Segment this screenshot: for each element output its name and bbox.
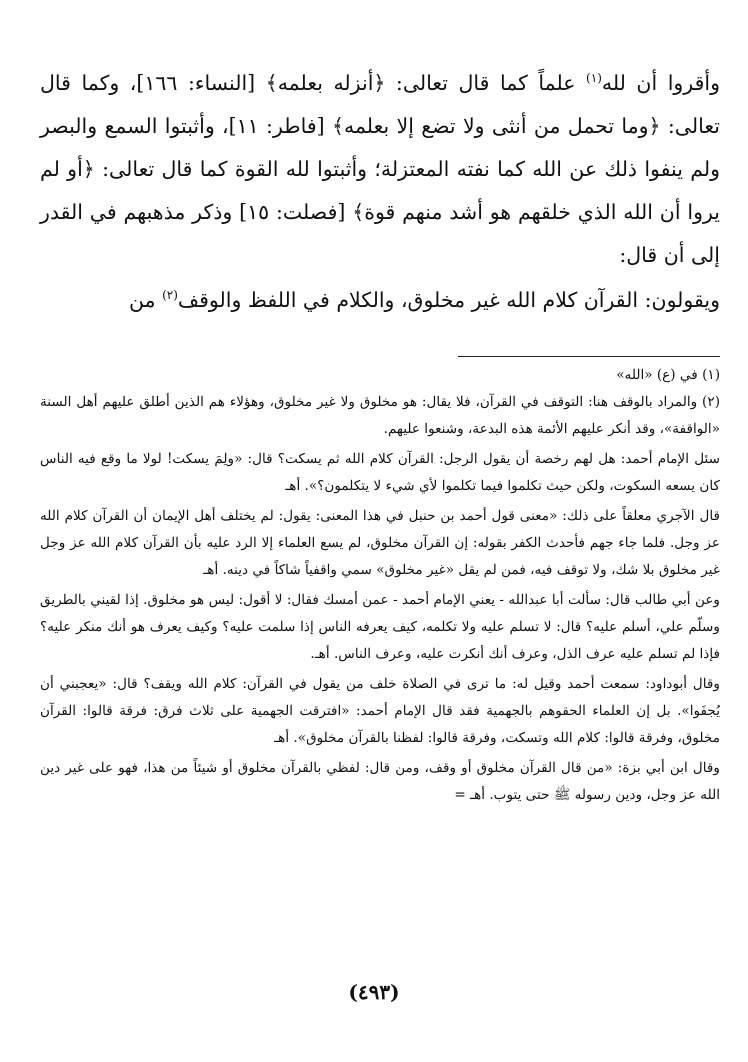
footnote-1: (١) في (ع) «الله»: [616, 367, 720, 383]
main-paragraph-2-rest: من: [128, 288, 163, 312]
footnote-2-para-ibn-abi-bazza: وقال ابن أبي بزة: «من قال القرآن مخلوق أو وقف، ومن قال: لفظي بالقرآن مخلوق أو شيئاً من هذا، فهو على غير دين الله عز وجل، ودين رسوله ﷺ حتى يتوب. أهـ =: [40, 760, 720, 803]
main-text-block: [40, 62, 720, 322]
main-paragraph-1: [40, 62, 720, 277]
footnote-2-para-abu-dawud: وقال أبوداود: سمعت أحمد وقيل له: ما ترى في الصلاة خلف من يقول في القرآن: كلام الله ويقف؟ قال: «يعجبني أن يُجفَوا». بل إن العلماء الحقوهم بالجهمية فقد قال الإمام أحمد: «افترقت الجهمية على ثلاث فرق: فرقة قالوا: القرآن مخلوق، وفرقة قالوا: كلام الله وتسكت، وفرقة قالوا: لفظنا بالقرآن مخلوق». أهـ: [40, 676, 720, 746]
main-paragraph-1-start: وأقروا أن لله: [601, 71, 721, 95]
footnote-2-para-abu-talib: وعن أبي طالب قال: سألت أبا عبدالله - يعني الإمام أحمد - عمن أمسك فقال: لا أقول: ليس هو مخلوق. إذا لقيني بالطريق وسلّم علي، أسلم عليه؟ قال: لا تسلم عليه ولا تكلمه، كيف يعرفه الناس إذا سلمت عليه؟ وكيف يعرف هو أنك منكر عليه؟ فإذا لم تسلم عليه عرف الذل، وعرف أنك أنكرت عليه، وعرف الناس. أهـ.: [40, 592, 720, 662]
footnote-divider: [458, 356, 720, 357]
footnote-2: (٢) والمراد بالوقف هنا: التوقف في القرآن، فلا يقال: هو مخلوق ولا غير مخلوق، وهؤلاء هم الذين أطلق عليهم أهل السنة «الواقفة»، وقد أنكر عليهم الأئمة هذه البدعة، وشنعوا عليهم.: [40, 394, 720, 437]
footnotes-block: [40, 362, 720, 809]
main-paragraph-2: [40, 279, 720, 322]
footnote-ref-1: (١): [586, 71, 602, 86]
main-paragraph-1-rest: علماً كما قال تعالى: ﴿أنزله بعلمه﴾ [النساء: ١٦٦]، وكما قال تعالى: ﴿وما تحمل من أنثى ولا تضع إلا بعلمه﴾ [فاطر: ١١]، وأثبتوا السمع والبصر ولم ينفوا ذلك عن الله كما نفته المعتزلة؛ وأثبتوا لله القوة كما قال تعالى: ﴿أو لم يروا أن الله الذي خلقهم هو أشد منهم قوة﴾ [فصلت: ١٥] وذكر مذهبهم في القدر إلى أن قال:: [40, 71, 721, 267]
page-number: (٤٩٣): [348, 980, 400, 1004]
footnote-2-para-ajurri: قال الآجري معلقاً على ذلك: «معنى قول أحمد بن حنبل في هذا المعنى: يقول: لم يختلف أهل الإيمان أن القرآن كلام الله عز وجل. فلما جاء جهم فأحدث الكفر بقوله: إن القرآن مخلوق، لم يسع العلماء إلا الرد عليه بأن القرآن كلام الله عز وجل غير مخلوق بلا شك، ولا توقف فيه، فمن لم يقل «غير مخلوق» سمي واقفياً شاكاً في دينه. أهـ: [40, 508, 720, 578]
footnote-2-para-ahmad: سئل الإمام أحمد: هل لهم رخصة أن يقول الرجل: القرآن كلام الله ثم يسكت؟ قال: «ولِمَ يسكت! لولا ما وقع فيه الناس كان يسعه السكوت، ولكن حيث تكلموا فيما تكلموا لأي شيء لا يتكلمون؟». أهـ: [40, 451, 720, 494]
main-paragraph-2-start: ويقولون: القرآن كلام الله غير مخلوق، والكلام في اللفظ والوقف: [177, 288, 720, 312]
footnote-ref-2: (٢): [162, 288, 178, 303]
